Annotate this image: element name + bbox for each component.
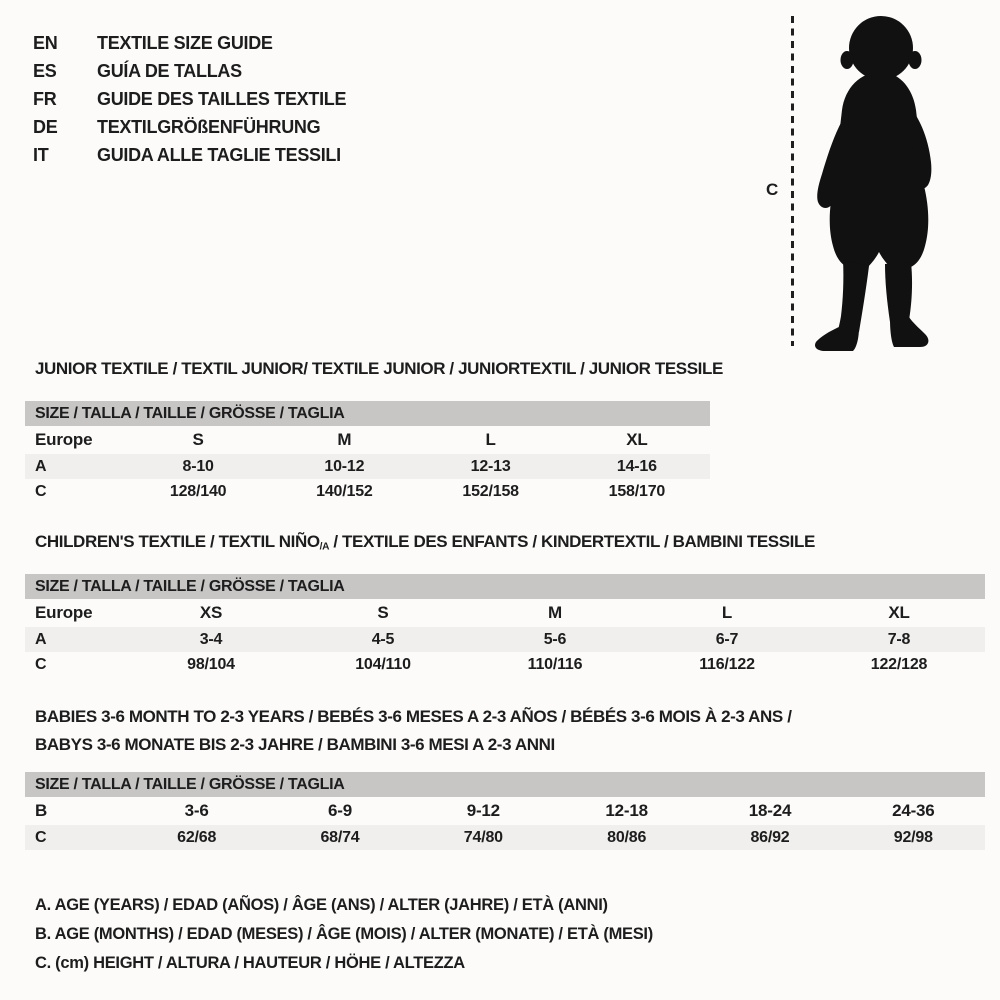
row-label: Europe <box>35 430 93 449</box>
table-row-height <box>25 825 985 850</box>
value-cell: 3-4 <box>199 630 223 648</box>
size-header-bar: SIZE / TALLA / TAILLE / GRÖSSE / TAGLIA <box>25 401 710 426</box>
row-label: A <box>35 630 47 648</box>
title-subscript: /A <box>319 541 330 553</box>
size-cell: XS <box>199 603 223 622</box>
language-title: TEXTILGRÖßENFÜHRUNG <box>97 117 321 137</box>
babies-section-title <box>35 703 792 759</box>
language-code: ES <box>33 61 57 81</box>
value-cell: 62/68 <box>177 828 217 846</box>
row-label: A <box>35 457 47 475</box>
table-row-age <box>25 454 710 479</box>
value-cell: 152/158 <box>462 482 519 500</box>
language-row-es <box>33 57 346 85</box>
junior-section-title: JUNIOR TEXTILE / TEXTIL JUNIOR/ TEXTILE JUNIOR / JUNIORTEXTIL / JUNIOR TESSILE <box>35 359 723 378</box>
language-code: IT <box>33 145 49 165</box>
value-cell: 14-16 <box>616 457 657 475</box>
value-cell: 104/110 <box>355 655 411 673</box>
legend-line-a: A. AGE (YEARS) / EDAD (AÑOS) / ÂGE (ANS) / ALTER (JAHRE) / ETÀ (ANNI) <box>35 896 608 914</box>
table-row-age-months <box>25 797 985 825</box>
value-cell: 4-5 <box>371 630 395 648</box>
size-cell: S <box>377 603 389 622</box>
height-measure-dashed-line <box>791 16 794 346</box>
language-title: TEXTILE SIZE GUIDE <box>97 33 273 53</box>
language-code: EN <box>33 33 58 53</box>
size-cell: L <box>721 603 733 622</box>
legend-line-c: C. (cm) HEIGHT / ALTURA / HAUTEUR / HÖHE / ALTEZZA <box>35 954 465 972</box>
title-text: / TEXTILE DES ENFANTS / KINDERTEXTIL / BAMBINI TESSILE <box>329 532 815 551</box>
value-cell: 10-12 <box>324 457 365 475</box>
size-cell: M <box>548 603 562 622</box>
value-cell: 128/140 <box>169 482 227 500</box>
title-text: CHILDREN'S TEXTILE / TEXTIL NIÑO <box>35 532 320 551</box>
value-cell: 110/116 <box>527 655 583 673</box>
value-cell: 86/92 <box>750 828 790 846</box>
value-cell: 68/74 <box>320 828 360 846</box>
value-cell: 8-10 <box>182 457 214 475</box>
language-row-fr <box>33 85 346 113</box>
value-cell: 140/152 <box>316 482 373 500</box>
value-cell: 7-8 <box>887 630 911 648</box>
table-row-sizes <box>25 426 710 454</box>
size-cell: S <box>192 430 204 449</box>
children-size-table <box>25 574 985 677</box>
value-cell: 3-6 <box>184 801 209 820</box>
value-cell: 116/122 <box>699 655 755 673</box>
value-cell: 12-18 <box>605 801 648 820</box>
row-label: C <box>35 655 47 673</box>
babies-size-table <box>25 772 985 850</box>
row-label: C <box>35 482 47 500</box>
value-cell: 24-36 <box>892 801 935 820</box>
table-row-sizes <box>25 599 985 627</box>
legend-line-b: B. AGE (MONTHS) / EDAD (MESES) / ÂGE (MOIS) / ALTER (MONATE) / ETÀ (MESI) <box>35 925 653 943</box>
value-cell: 74/80 <box>463 828 503 846</box>
value-cell: 12-13 <box>470 457 511 475</box>
value-cell: 158/170 <box>608 482 666 500</box>
language-title: GUIDE DES TAILLES TEXTILE <box>97 89 347 109</box>
size-cell: XL <box>888 603 910 622</box>
language-row-de <box>33 113 346 141</box>
title-line-1: BABIES 3-6 MONTH TO 2-3 YEARS / BEBÉS 3-6 MESES A 2-3 AÑOS / BÉBÉS 3-6 MOIS À 2-3 ANS / <box>35 707 792 726</box>
height-measure-label: C <box>766 180 779 199</box>
value-cell: 9-12 <box>466 801 500 820</box>
value-cell: 6-7 <box>715 630 739 648</box>
language-title-list <box>33 29 346 169</box>
size-header-bar: SIZE / TALLA / TAILLE / GRÖSSE / TAGLIA <box>25 772 985 797</box>
measurement-legend <box>35 891 653 978</box>
junior-size-table <box>25 401 710 504</box>
row-label: C <box>35 828 47 846</box>
table-row-height <box>25 479 710 504</box>
children-section-title <box>35 532 815 558</box>
size-cell: M <box>337 430 352 449</box>
value-cell: 98/104 <box>187 655 235 673</box>
language-title: GUIDA ALLE TAGLIE TESSILI <box>97 145 341 165</box>
language-title: GUÍA DE TALLAS <box>97 61 242 81</box>
language-code: DE <box>33 117 58 137</box>
language-code: FR <box>33 89 57 109</box>
row-label: B <box>35 801 48 820</box>
value-cell: 80/86 <box>607 828 647 846</box>
value-cell: 122/128 <box>870 655 928 673</box>
title-line-2: BABYS 3-6 MONATE BIS 2-3 JAHRE / BAMBINI 3-6 MESI A 2-3 ANNI <box>35 735 555 754</box>
language-row-it <box>33 141 346 169</box>
size-cell: L <box>485 430 496 449</box>
height-measure-figure <box>758 6 968 356</box>
value-cell: 5-6 <box>543 630 567 648</box>
size-cell: XL <box>626 430 648 449</box>
language-row-en <box>33 29 346 57</box>
size-header-bar: SIZE / TALLA / TAILLE / GRÖSSE / TAGLIA <box>25 574 985 599</box>
table-row-age <box>25 627 985 652</box>
value-cell: 18-24 <box>748 801 792 820</box>
table-row-height <box>25 652 985 677</box>
row-label: Europe <box>35 603 93 622</box>
toddler-silhouette-icon <box>803 12 953 352</box>
value-cell: 92/98 <box>893 828 933 846</box>
value-cell: 6-9 <box>328 801 352 820</box>
